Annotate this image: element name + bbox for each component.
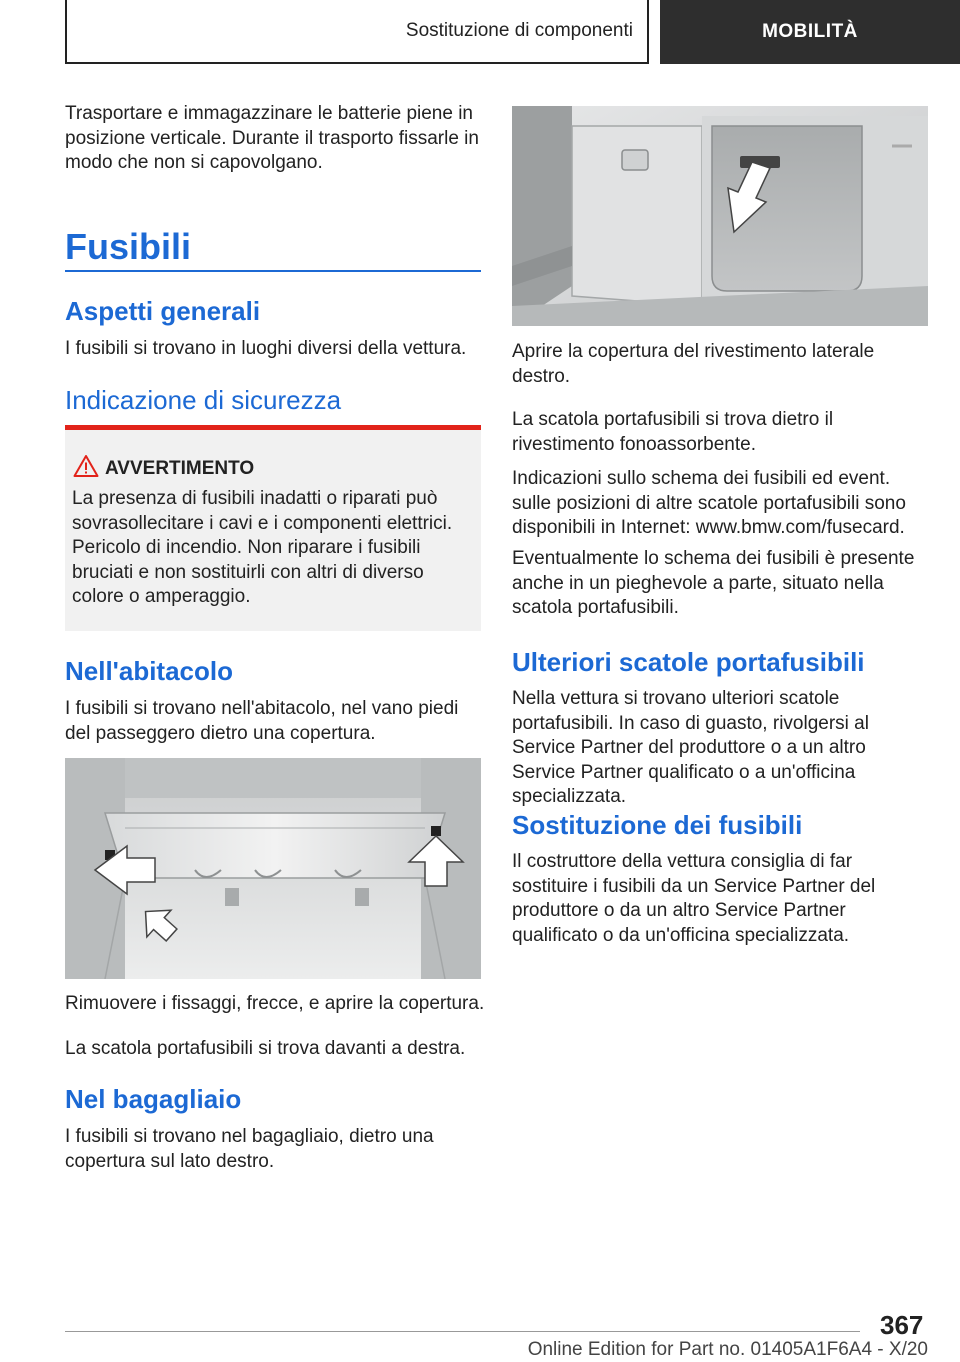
cabin-footwell-photo	[65, 758, 481, 979]
warning-label: AVVERTIMENTO	[105, 458, 255, 479]
heading-cabin: Nell'abitacolo	[65, 656, 233, 686]
page-title: Fusibili	[65, 226, 191, 267]
title-rule	[65, 270, 481, 272]
trunk-caption: Aprire la copertura del rivestimento laterale destro.	[512, 341, 875, 387]
footer-rule	[65, 1331, 860, 1332]
footer-edition: Online Edition for Part no. 01405A1F6A4 - X/20	[527, 1339, 928, 1360]
leaflet-info: Eventualmente lo schema dei fusibili è presente anche in un pieghevole a parte, situato nella scatola portafusibili.	[512, 548, 915, 618]
heading-replace: Sostituzione dei fusibili	[512, 810, 803, 840]
more-boxes-text: Nella vettura si trovano ulteriori scatole portafusibili. In caso di guasto, rivolgersi al Service Partner del produttore o a un altro Service Partner qualificato o a un'officina specializzata.	[512, 688, 869, 807]
general-text: I fusibili si trovano in luoghi diversi della vettura.	[65, 338, 467, 359]
heading-more-boxes: Ulteriori scatole portafusibili	[512, 647, 865, 677]
warning-triangle-icon	[73, 454, 99, 478]
heading-trunk: Nel bagagliaio	[65, 1084, 242, 1114]
intro-paragraph: Trasportare e immagazzinare le batterie piene in posizione verticale. Durante il trasporto fissarle in modo che non si capovolgano.	[65, 103, 479, 173]
cabin-text: I fusibili si trovano nell'abitacolo, nel vano piedi del passeggero dietro una copertura.	[65, 698, 459, 744]
warning-box	[65, 425, 481, 631]
trunk-location: La scatola portafusibili si trova dietro il rivestimento fonoassorbente.	[512, 409, 834, 455]
trunk-panel-photo	[512, 106, 928, 326]
cabin-caption: Rimuovere i fissaggi, frecce, e aprire la copertura.	[65, 993, 485, 1014]
cabin-location: La scatola portafusibili si trova davanti a destra.	[65, 1038, 466, 1059]
fusecard-info: Indicazioni sullo schema dei fusibili ed event. sulle posizioni di altre scatole portafusibili sono disponibili in Internet: www.bmw.com/fusecard.	[512, 468, 906, 538]
chapter-tab	[660, 0, 960, 64]
trunk-text: I fusibili si trovano nel bagagliaio, dietro una copertura sul lato destro.	[65, 1126, 434, 1172]
heading-general: Aspetti generali	[65, 296, 261, 326]
heading-safety: Indicazione di sicurezza	[65, 385, 342, 415]
section-header	[65, 0, 649, 64]
section-title: Sostituzione di componenti	[405, 20, 633, 41]
warning-text: La presenza di fusibili inadatti o riparati può sovrasollecitare i cavi e i componenti elettrici. Pericolo di incendio. Non riparare i fusibili bruciati e non sostituirli con altri di diverso colore o amperaggio.	[72, 488, 453, 607]
chapter-title: MOBILITÀ	[762, 21, 858, 42]
page-number: 367	[880, 1310, 924, 1340]
replace-text: Il costruttore della vettura consiglia di far sostituire i fusibili da un Service Partner del produttore o da un altro Service Partner qualificato o da un'officina specializzata.	[512, 851, 876, 946]
